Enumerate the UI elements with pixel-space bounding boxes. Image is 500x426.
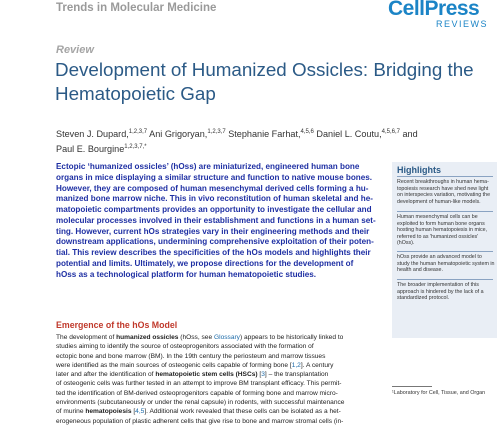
- abstract-line: matopoietic compartments provides an opportunity to investigate the cellular and: [56, 205, 372, 214]
- abstract-line: ting. However, current hOs strategies vary in their engineering methods and their: [56, 226, 370, 236]
- body-line: [56, 333, 386, 342]
- section-heading: Emergence of the hOs Model: [56, 320, 178, 330]
- body-text-run: ]. A century: [300, 361, 334, 369]
- affiliation-footnote: ¹Laboratory for Cell, Tissue, and Organ: [392, 390, 486, 396]
- citation-link[interactable]: 3: [261, 371, 265, 379]
- highlights-heading: Highlights: [397, 165, 441, 175]
- body-text-run: of murine: [56, 408, 86, 416]
- body-text-run: (hOss, see: [178, 334, 214, 341]
- article-title: Development of Humanized Ossicles: Bridging the Hematopoietic Gap: [55, 59, 474, 104]
- body-line: [56, 370, 386, 379]
- author-name: Steven J. Dupard,: [56, 129, 129, 140]
- body-text-run: ) appears to be historically linked to: [239, 334, 344, 341]
- glossary-term: humanized ossicles: [116, 334, 179, 341]
- highlights-divider: [397, 279, 493, 280]
- abstract-line: However, they are composed of human mesenchymal derived cells forming a hu-: [56, 183, 369, 193]
- abstract-line: Ectopic ‘humanized ossicles’ (hOss) are miniaturized, engineered human bone: [56, 162, 360, 171]
- body-paragraph: [56, 333, 386, 426]
- glossary-term: hematopoietic stem cells (HSCs): [155, 371, 258, 379]
- body-line: ted the identification of BM-derived osteoprogenitors capable of forming bone and marrow micro-: [56, 389, 338, 397]
- body-text-run: later and after the identification of: [56, 371, 156, 379]
- affiliation-marker: 4,5,6,7: [381, 129, 400, 135]
- body-text-run: [: [257, 371, 262, 379]
- footnote-rule: [392, 386, 432, 387]
- affiliation-marker: 1,2,3,7: [128, 129, 148, 135]
- body-text-run: [: [131, 408, 136, 416]
- body-line: ectopic bone and bone marrow (BM). In the 19th century the periosteum and marrow tissues: [56, 352, 326, 360]
- abstract-line: potential and limits. Ultimately, we propose directions for the development of: [56, 258, 354, 268]
- body-line: [56, 407, 386, 416]
- abstract-line: molecular processes involved in their establishment and functions in a human set-: [56, 215, 376, 225]
- citation-link[interactable]: 4,5: [135, 408, 145, 416]
- body-line: erogeneous population of plastic adherent cells that give rise to bone and marrow stromal cells (in-: [56, 417, 344, 425]
- citation-link[interactable]: 1,2: [291, 361, 301, 369]
- abstract-line: downstream applications, undermining comprehensive exploitation of their poten-: [56, 237, 374, 247]
- author-name: Paul E. Bourgine: [56, 143, 125, 154]
- body-text-run: were identified as the main sources of osteogenic cells capable of forming bone [: [56, 361, 292, 369]
- highlight-item: Human mesenchymal cells can be exploited to form human bone organs hosting human hematopoiesis in mice, referred to as 'humanized ossicles' (hOss).: [397, 214, 488, 247]
- affiliation-marker: 1,2,3,7,*: [124, 143, 147, 150]
- highlights-divider: [397, 251, 493, 252]
- logo-subtitle: REVIEWS: [436, 19, 489, 29]
- author-list: [56, 126, 436, 155]
- highlight-item: The broader implementation of this approach is hindered by the lack of a standardized protocol.: [397, 282, 484, 302]
- abstract-line: hOss as a technological platform for human hematopoietic studies.: [56, 269, 317, 279]
- highlight-item: hOss provide an advanced model to study the human hematopoietic system in health and disease.: [397, 254, 495, 274]
- abstract-line: tial. This review describes the specificities of the hOs models and highlights their: [56, 248, 371, 257]
- logo-wordmark: CellPress: [388, 0, 480, 20]
- author-conjunction: and: [399, 129, 418, 140]
- abstract: [56, 162, 386, 280]
- abstract-line: organs in mice displaying a similar structure and function to native mouse bones.: [56, 172, 373, 182]
- body-line: [56, 361, 386, 370]
- affiliation-marker: 1,2,3,7: [207, 129, 226, 135]
- author-name: Daniel L. Coutu,: [313, 129, 382, 140]
- body-line: environments (subcutaneously or under the renal capsule) in rodents, with successful maintenance: [56, 399, 345, 407]
- highlight-item: Recent breakthroughs in human hema-topoiesis research have shed new light on interspecies variation, motivating the development of human-like models.: [397, 179, 491, 205]
- body-text-run: ]. Additional work revealed that these cells can be isolated as a het-: [144, 408, 341, 416]
- highlights-divider: [397, 211, 493, 212]
- body-text-run: ] – the transplantation: [264, 371, 329, 379]
- article-type: Review: [56, 44, 94, 56]
- author-name: Stephanie Farhat,: [225, 129, 301, 140]
- highlights-divider: [397, 176, 493, 177]
- cellpress-logo: [384, 0, 496, 33]
- body-text-run: The development of: [56, 334, 117, 341]
- abstract-line: manized bone marrow niche. This in vivo reconstitution of human skeletal and he-: [56, 194, 373, 204]
- body-line: studies aiming to identify the source of osteoprogenitors associated with the formation of: [56, 343, 314, 351]
- journal-name: Trends in Molecular Medicine: [56, 2, 217, 14]
- affiliation-marker: 4,5,6: [300, 129, 314, 135]
- author-name: Ani Grigoryan,: [147, 129, 208, 140]
- glossary-term: hematopoiesis: [85, 408, 132, 416]
- glossary-link[interactable]: Glossary: [213, 334, 240, 341]
- body-line: of osteogenic cells was further tested in an attempt to improve BM transplant efficacy. This permit-: [56, 380, 342, 388]
